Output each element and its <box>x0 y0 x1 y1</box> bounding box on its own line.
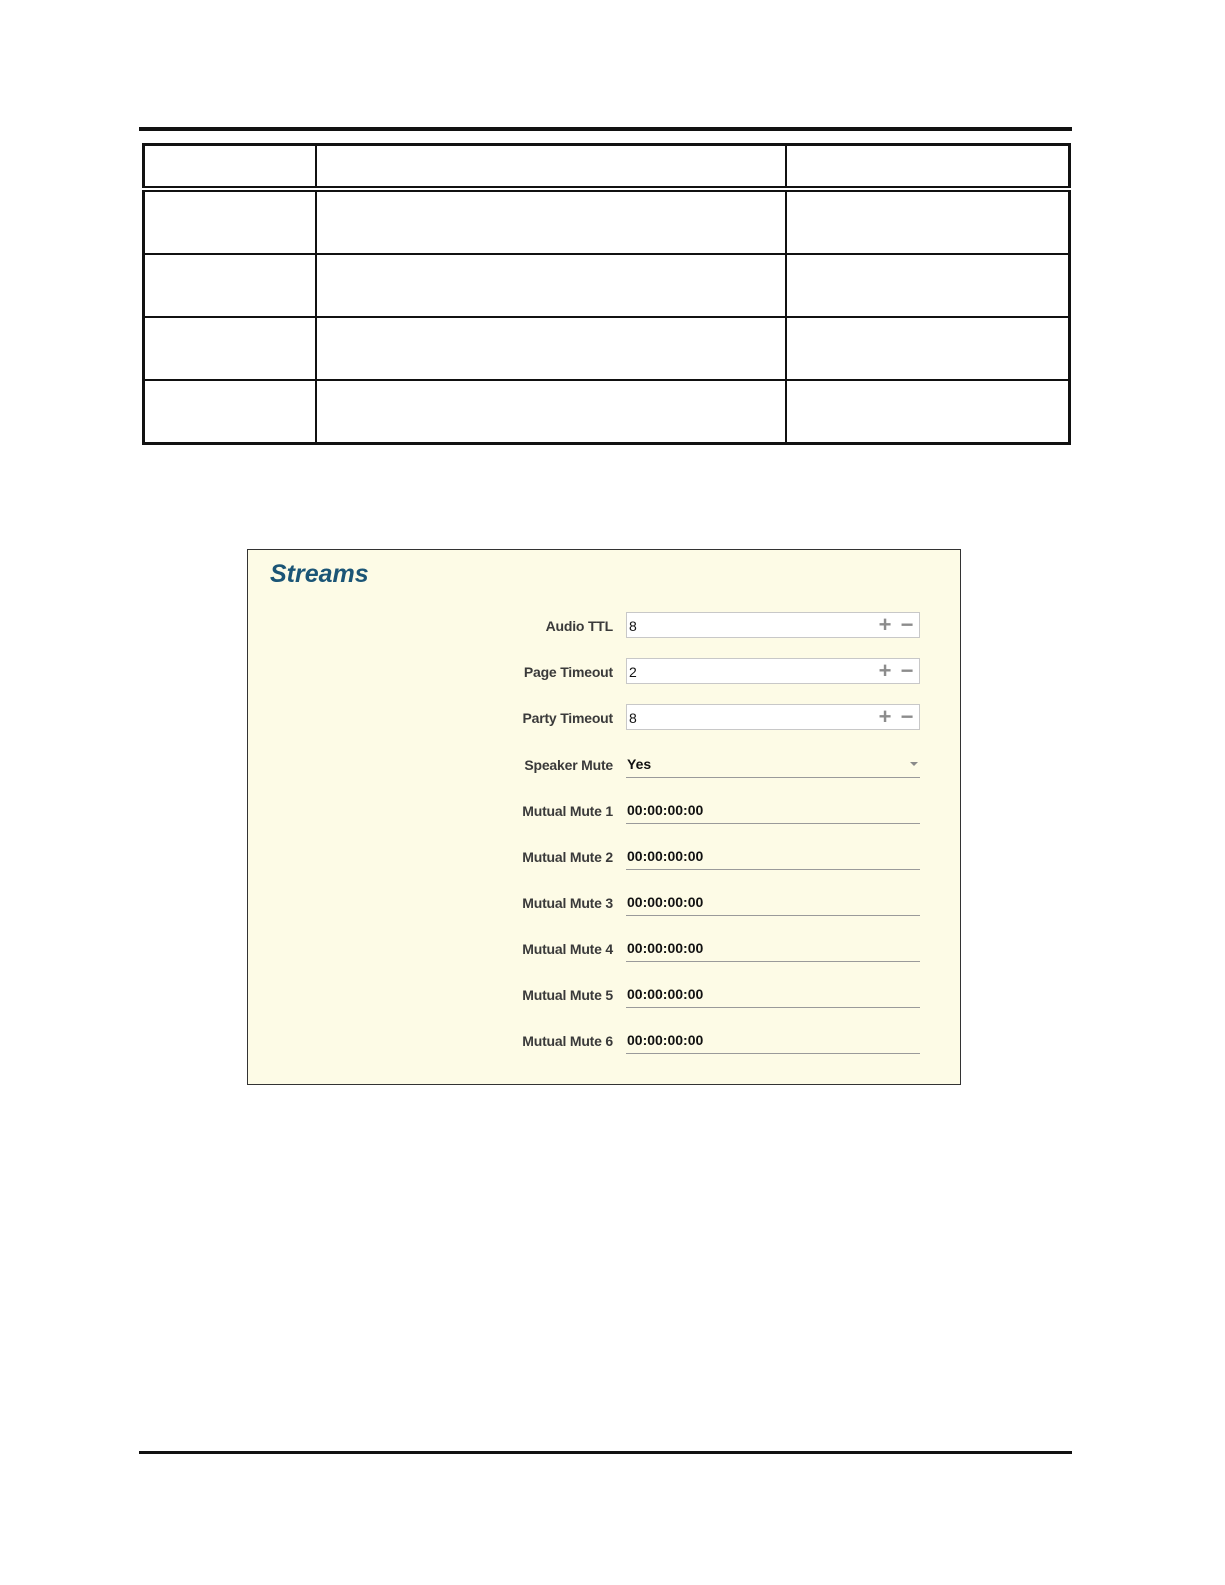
table-cell <box>786 380 1070 444</box>
plus-icon[interactable]: + <box>878 612 892 637</box>
audio-ttl-label: Audio TTL <box>545 618 613 634</box>
mutual-mute-2-label: Mutual Mute 2 <box>522 849 613 865</box>
speaker-mute-label: Speaker Mute <box>524 757 613 773</box>
mutual-mute-6-row <box>248 1027 962 1055</box>
page-timeout-stepper[interactable] <box>626 658 920 684</box>
party-timeout-row <box>248 704 962 732</box>
table-cell <box>786 189 1070 254</box>
mutual-mute-6-value[interactable]: 00:00:00:00 <box>627 1032 704 1048</box>
table-header-cell <box>786 145 1070 190</box>
mutual-mute-6-field[interactable] <box>626 1027 920 1054</box>
streams-panel <box>247 549 961 1085</box>
mutual-mute-4-value[interactable]: 00:00:00:00 <box>627 940 704 956</box>
empty-table <box>142 143 1071 445</box>
table-header-cell <box>316 145 786 190</box>
table-cell <box>316 380 786 444</box>
speaker-mute-value[interactable]: Yes <box>627 756 652 772</box>
mutual-mute-5-field[interactable] <box>626 981 920 1008</box>
mutual-mute-3-field[interactable] <box>626 889 920 916</box>
audio-ttl-row <box>248 612 962 640</box>
table-cell <box>144 317 317 380</box>
panel-title: Streams <box>270 560 369 588</box>
table-row <box>144 189 1070 254</box>
mutual-mute-5-row <box>248 981 962 1009</box>
table-cell <box>316 189 786 254</box>
mutual-mute-2-field[interactable] <box>626 843 920 870</box>
audio-ttl-stepper[interactable] <box>626 612 920 638</box>
mutual-mute-6-label: Mutual Mute 6 <box>522 1033 613 1049</box>
mutual-mute-3-label: Mutual Mute 3 <box>522 895 613 911</box>
page-timeout-value[interactable]: 2 <box>629 664 637 680</box>
party-timeout-value[interactable]: 8 <box>629 710 637 726</box>
table-cell <box>786 254 1070 317</box>
plus-icon[interactable]: + <box>878 658 892 683</box>
table-row <box>144 254 1070 317</box>
table-cell <box>144 254 317 317</box>
mutual-mute-4-label: Mutual Mute 4 <box>522 941 613 957</box>
mutual-mute-2-value[interactable]: 00:00:00:00 <box>627 848 704 864</box>
mutual-mute-1-row <box>248 797 962 825</box>
speaker-mute-row <box>248 751 962 779</box>
table-row <box>144 380 1070 444</box>
plus-icon[interactable]: + <box>878 704 892 729</box>
party-timeout-stepper[interactable] <box>626 704 920 730</box>
minus-icon[interactable]: − <box>900 658 914 683</box>
mutual-mute-1-field[interactable] <box>626 797 920 824</box>
mutual-mute-2-row <box>248 843 962 871</box>
mutual-mute-5-label: Mutual Mute 5 <box>522 987 613 1003</box>
table-cell <box>316 254 786 317</box>
header-rule <box>139 127 1072 131</box>
mutual-mute-1-label: Mutual Mute 1 <box>522 803 613 819</box>
party-timeout-label: Party Timeout <box>522 710 613 726</box>
mutual-mute-5-value[interactable]: 00:00:00:00 <box>627 986 704 1002</box>
footer-rule <box>139 1451 1072 1454</box>
page-timeout-row <box>248 658 962 686</box>
table-cell <box>786 317 1070 380</box>
chevron-down-icon[interactable] <box>910 762 918 766</box>
minus-icon[interactable]: − <box>900 612 914 637</box>
speaker-mute-select[interactable] <box>626 751 920 778</box>
audio-ttl-value[interactable]: 8 <box>629 618 637 634</box>
mutual-mute-3-row <box>248 889 962 917</box>
mutual-mute-4-row <box>248 935 962 963</box>
table-cell <box>144 189 317 254</box>
table-header-row <box>144 145 1070 190</box>
table-header-cell <box>144 145 317 190</box>
page-timeout-label: Page Timeout <box>523 664 613 680</box>
table-cell <box>316 317 786 380</box>
mutual-mute-1-value[interactable]: 00:00:00:00 <box>627 802 704 818</box>
mutual-mute-4-field[interactable] <box>626 935 920 962</box>
table-cell <box>144 380 317 444</box>
minus-icon[interactable]: − <box>900 704 914 729</box>
table-row <box>144 317 1070 380</box>
mutual-mute-3-value[interactable]: 00:00:00:00 <box>627 894 704 910</box>
